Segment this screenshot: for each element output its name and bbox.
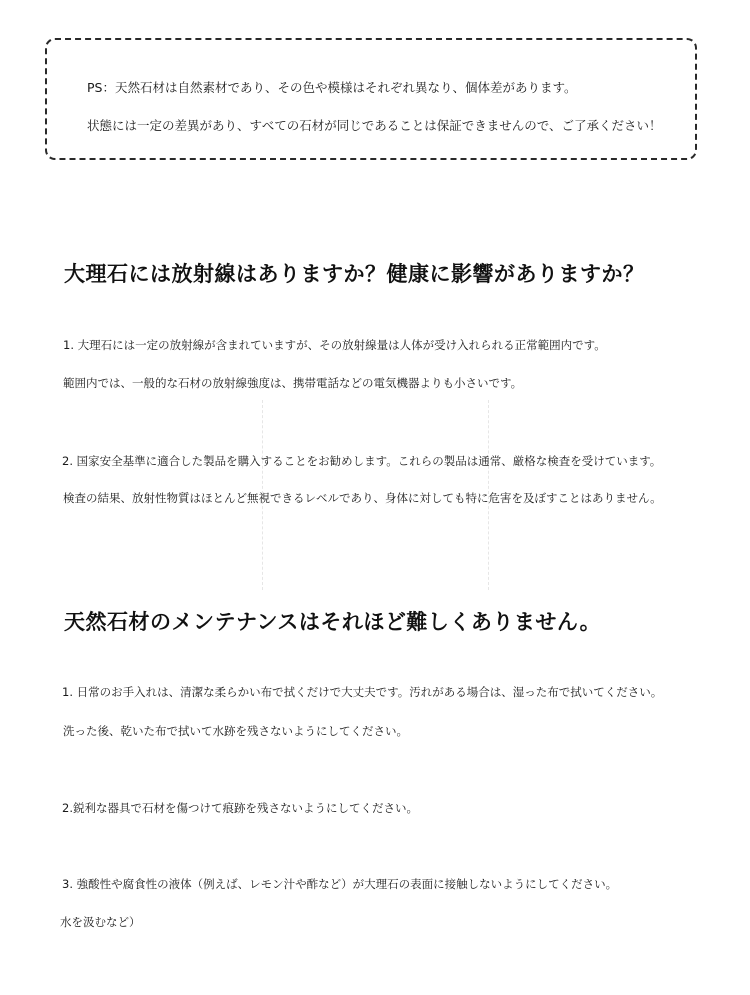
section-heading-maintenance: 天然石材のメンテナンスはそれほど難しくありません。 (64, 610, 602, 634)
radiation-paragraph-1-line-2: 範囲内では、一般的な石材の放射線強度は、携帯電話などの電気機器よりも小さいです。 (63, 376, 523, 390)
notice-line-1: PS：天然石材は自然素材であり、その色や模様はそれぞれ異なり、個体差があります。 (87, 80, 577, 95)
maintenance-paragraph-3-line-1: 3. 強酸性や腐食性の液体（例えば、レモン汁や酢など）が大理石の表面に接触しないようにしてください。 (62, 877, 618, 891)
maintenance-paragraph-2-line-1: 2.鋭利な器具で石材を傷つけて痕跡を残さないようにしてください。 (62, 801, 418, 815)
section-heading-radiation: 大理石には放射線はありますか？健康に影響がありますか？ (64, 262, 645, 286)
maintenance-paragraph-3-line-2: 水を汲むなど） (60, 915, 141, 929)
radiation-paragraph-2-line-1: 2. 国家安全基準に適合した製品を購入することをお勧めします。これらの製品は通常、厳格な検査を受けています。 (62, 454, 662, 468)
maintenance-paragraph-1-line-1: 1. 日常のお手入れは、清潔な柔らかい布で拭くだけで大丈夫です。汚れがある場合は、湿った布で拭いてください。 (62, 685, 663, 699)
notice-line-2: 状態には一定の差異があり、すべての石材が同じであることは保証できませんので、ご了承ください！ (87, 118, 662, 133)
maintenance-paragraph-1-line-2: 洗った後、乾いた布で拭いて水跡を残さないようにしてください。 (63, 724, 408, 738)
radiation-paragraph-2-line-2: 検査の結果、放射性物質はほとんど無視できるレベルであり、身体に対しても特に危害を及ぼすことはありません。 (63, 491, 662, 505)
notice-box (45, 38, 697, 160)
radiation-paragraph-1-line-1: 1. 大理石には一定の放射線が含まれていますが、その放射線量は人体が受け入れられる正常範囲内です。 (63, 338, 606, 352)
